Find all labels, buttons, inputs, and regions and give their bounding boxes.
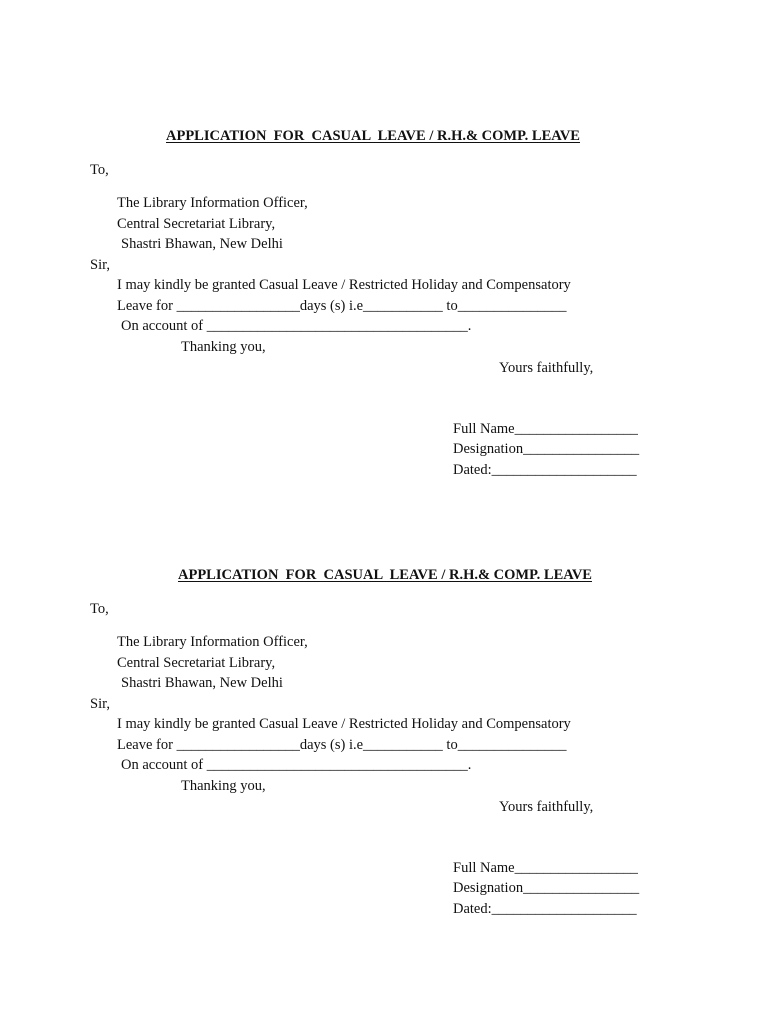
closing-thanks: Thanking you, [181, 778, 266, 794]
body-line: I may kindly be granted Casual Leave / Restricted Holiday and Compensatory [117, 716, 571, 732]
salutation-sir: Sir, [90, 257, 110, 273]
full-name-field[interactable]: Full Name_________________ [453, 860, 638, 876]
address-line: Shastri Bhawan, New Delhi [121, 675, 283, 691]
full-name-field[interactable]: Full Name_________________ [453, 421, 638, 437]
reason-field[interactable]: On account of ____________________________________. [121, 318, 472, 334]
closing-yours: Yours faithfully, [499, 360, 594, 376]
leave-days-field[interactable]: Leave for _________________days (s) i.e___________ to_______________ [117, 298, 567, 314]
address-line: Central Secretariat Library, [117, 655, 276, 671]
closing-yours: Yours faithfully, [499, 799, 594, 815]
form-title: APPLICATION FOR CASUAL LEAVE / R.H.& COMP. LEAVE [166, 128, 580, 144]
designation-field[interactable]: Designation________________ [453, 880, 640, 896]
leave-application-form-1 [0, 0, 770, 478]
salutation-sir: Sir, [90, 696, 110, 712]
form-title: APPLICATION FOR CASUAL LEAVE / R.H.& COMP. LEAVE [178, 567, 592, 583]
address-line: Central Secretariat Library, [117, 216, 276, 232]
dated-field[interactable]: Dated:____________________ [453, 901, 637, 917]
reason-field[interactable]: On account of ____________________________________. [121, 757, 472, 773]
body-line: I may kindly be granted Casual Leave / Restricted Holiday and Compensatory [117, 277, 571, 293]
leave-application-form-2 [0, 439, 770, 917]
dated-field[interactable]: Dated:____________________ [453, 462, 637, 478]
salutation-to: To, [90, 601, 109, 617]
closing-thanks: Thanking you, [181, 339, 266, 355]
address-line: The Library Information Officer, [117, 195, 308, 211]
leave-days-field[interactable]: Leave for _________________days (s) i.e___________ to_______________ [117, 737, 567, 753]
address-line: Shastri Bhawan, New Delhi [121, 236, 283, 252]
salutation-to: To, [90, 162, 109, 178]
designation-field[interactable]: Designation________________ [453, 441, 640, 457]
address-line: The Library Information Officer, [117, 634, 308, 650]
